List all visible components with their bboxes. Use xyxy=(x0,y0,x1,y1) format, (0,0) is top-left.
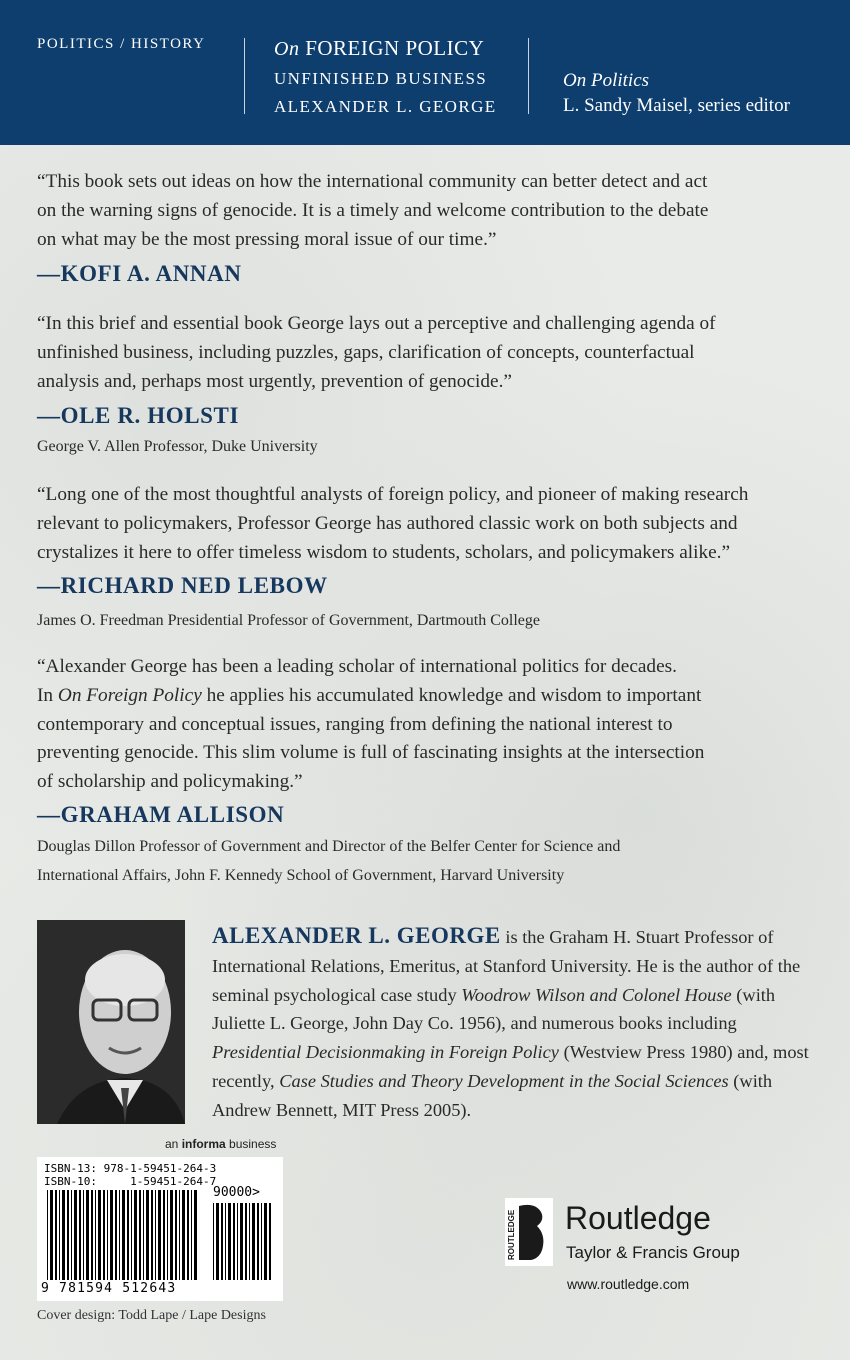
isbn13-label: ISBN-13: 978-1-59451-264-3 xyxy=(44,1162,217,1175)
barcode-bar xyxy=(95,1190,96,1280)
quote-line: preventing genocide. This slim volume is full of fascinating insights at the intersection xyxy=(37,742,705,764)
cover-design-credit: Cover design: Todd Lape / Lape Designs xyxy=(37,1308,266,1323)
barcode-digits: 9 781594 512643 xyxy=(41,1281,177,1296)
blurb-quote xyxy=(37,481,827,567)
barcode-bar xyxy=(233,1203,235,1280)
bio-text: (Westview Press 1980) and, most recently, xyxy=(212,1042,809,1091)
barcode-bar xyxy=(261,1203,262,1280)
bio-text: (with Juliette L. George, John Day Co. 1956), and numerous books including xyxy=(212,984,776,1034)
routledge-logo-icon xyxy=(505,1198,553,1266)
header-divider xyxy=(244,38,245,114)
barcode-bar xyxy=(249,1203,250,1280)
bio-text: (with Andrew Bennett, MIT Press 2005). xyxy=(212,1070,773,1120)
barcode-bar xyxy=(240,1203,243,1280)
barcode-bar xyxy=(134,1190,137,1280)
series-name: On Politics xyxy=(563,70,650,91)
barcode-bar xyxy=(110,1190,113,1280)
barcode-bar xyxy=(119,1190,120,1280)
quote-line: on the warning signs of genocide. It is a timely and welcome contribution to the debate xyxy=(37,199,709,221)
barcode-bar xyxy=(47,1190,48,1280)
title-main: FOREIGN POLICY xyxy=(305,36,485,60)
barcode-bar xyxy=(252,1203,255,1280)
quote-line: “This book sets out ideas on how the international community can better detect and act xyxy=(37,171,708,192)
barcode-bar xyxy=(194,1190,197,1280)
routledge-logo-text: ROUTLEDGE xyxy=(507,1209,516,1260)
quote-line: contemporary and conceptual issues, ranging from defining the national interest to xyxy=(37,713,673,735)
series-editor: L. Sandy Maisel, series editor xyxy=(563,95,790,116)
barcode-bar xyxy=(59,1190,60,1280)
quote-line: crystalizes it here to offer timeless wisdom to students, scholars, and policymakers alike.” xyxy=(37,541,731,563)
informa-text: an xyxy=(165,1137,182,1151)
barcode-bar xyxy=(86,1190,89,1280)
author-photo xyxy=(37,920,185,1124)
blurb-quote xyxy=(37,310,827,396)
barcode-bar xyxy=(55,1190,57,1280)
barcode-bar xyxy=(107,1190,108,1280)
quote-line: of scholarship and policymaking.” xyxy=(37,771,303,793)
barcode-bar xyxy=(170,1190,173,1280)
barcode-bar xyxy=(187,1190,189,1280)
barcode-bar xyxy=(175,1190,177,1280)
quote-affiliation: James O. Freedman Presidential Professor of Government, Dartmouth College xyxy=(37,612,540,629)
informa-text: business xyxy=(225,1137,277,1151)
isbn10-label: ISBN-10: 1-59451-264-7 xyxy=(44,1175,217,1188)
barcode-bar xyxy=(221,1203,223,1280)
quote-line xyxy=(37,682,827,711)
quote-line: on what may be the most pressing moral issue of our time.” xyxy=(37,228,497,250)
barcode-bar xyxy=(237,1203,238,1280)
quote-attribution: —OLE R. HOLSTI xyxy=(37,403,240,428)
barcode-addon-bars xyxy=(213,1203,275,1280)
quote-affiliation: George V. Allen Professor, Duke University xyxy=(37,438,318,455)
quote-line: relevant to policymakers, Professor George has authored classic work on both subjects and xyxy=(37,512,738,534)
barcode-bar xyxy=(146,1190,149,1280)
quote-attribution: —GRAHAM ALLISON xyxy=(37,802,285,827)
barcode-bar xyxy=(67,1190,69,1280)
quote-line: analysis and, perhaps most urgently, prevention of genocide.” xyxy=(37,370,512,392)
header-band xyxy=(0,0,850,145)
barcode-bar xyxy=(139,1190,141,1280)
barcode-bar xyxy=(143,1190,144,1280)
bio-book-title: Case Studies and Theory Development in the Social Sciences xyxy=(279,1070,729,1091)
barcode-bar xyxy=(155,1190,156,1280)
blurb-quote xyxy=(37,653,827,797)
barcode-bar xyxy=(131,1190,132,1280)
barcode-bar xyxy=(182,1190,185,1280)
affiliation-line: International Affairs, John F. Kennedy School of Government, Harvard University xyxy=(37,866,565,884)
barcode-bar xyxy=(122,1190,125,1280)
barcode-bar xyxy=(167,1190,168,1280)
book-title xyxy=(274,36,484,61)
barcode-bar xyxy=(191,1190,192,1280)
book-subtitle: UNFINISHED BUSINESS xyxy=(274,69,488,88)
author-bio xyxy=(212,922,822,1125)
bio-book-title: Presidential Decisionmaking in Foreign Policy xyxy=(212,1042,559,1063)
bio-book-title: Woodrow Wilson and Colonel House xyxy=(461,984,732,1005)
barcode-bar xyxy=(98,1190,101,1280)
book-author: ALEXANDER L. GEORGE xyxy=(274,97,497,116)
publisher-name: Routledge xyxy=(565,1200,711,1236)
isbn-barcode xyxy=(37,1157,283,1301)
barcode-bar xyxy=(213,1203,214,1280)
quote-line: “In this brief and essential book George lays out a perceptive and challenging agenda of xyxy=(37,313,716,334)
barcode-bar xyxy=(79,1190,81,1280)
barcode-bar xyxy=(103,1190,105,1280)
barcode-bar xyxy=(225,1203,226,1280)
quote-attribution: —RICHARD NED LEBOW xyxy=(37,573,328,598)
header-divider xyxy=(528,38,529,114)
quote-affiliation xyxy=(37,833,827,891)
barcode-bar xyxy=(74,1190,77,1280)
barcode-bars xyxy=(47,1190,197,1280)
informa-brand: informa xyxy=(181,1137,226,1151)
quote-attribution: —KOFI A. ANNAN xyxy=(37,261,242,286)
blurb-quote xyxy=(37,168,827,254)
quote-text: In xyxy=(37,684,58,706)
author-name: ALEXANDER L. GEORGE xyxy=(212,923,501,948)
barcode-bar xyxy=(179,1190,180,1280)
barcode-bar xyxy=(83,1190,84,1280)
affiliation-line: Douglas Dillon Professor of Government and Director of the Belfer Center for Science and xyxy=(37,838,621,855)
barcode-bar xyxy=(151,1190,153,1280)
category-label: POLITICS / HISTORY xyxy=(37,36,206,52)
barcode-bar xyxy=(264,1203,267,1280)
barcode-bar xyxy=(62,1190,65,1280)
barcode-bar xyxy=(127,1190,129,1280)
barcode-bar xyxy=(158,1190,161,1280)
author-portrait-icon xyxy=(37,920,185,1124)
quote-line: “Long one of the most thoughtful analysts of foreign policy, and pioneer of making research xyxy=(37,484,749,505)
publisher-group: Taylor & Francis Group xyxy=(566,1243,740,1262)
barcode-bar xyxy=(269,1203,271,1280)
barcode-bar xyxy=(71,1190,72,1280)
quote-line: “Alexander George has been a leading scholar of international politics for decades. xyxy=(37,656,677,677)
barcode-bar xyxy=(257,1203,259,1280)
book-title-italic: On Foreign Policy xyxy=(57,684,202,706)
barcode-bar xyxy=(50,1190,53,1280)
quote-text: he applies his accumulated knowledge and wisdom to important xyxy=(201,684,702,706)
price-code: 90000> xyxy=(213,1185,260,1200)
quote-line: unfinished business, including puzzles, gaps, clarification of concepts, counterfactual xyxy=(37,341,695,363)
barcode-bar xyxy=(228,1203,231,1280)
title-prefix: On xyxy=(274,38,300,60)
barcode-bar xyxy=(245,1203,247,1280)
barcode-bar xyxy=(91,1190,93,1280)
barcode-bar xyxy=(115,1190,117,1280)
informa-business-label xyxy=(165,1137,276,1151)
bio-text: is the Graham H. Stuart Professor of International Relations, Emeritus, at Stanford University. He is the author of the seminal psychological case study xyxy=(212,927,801,1005)
publisher-url[interactable]: www.routledge.com xyxy=(567,1276,690,1292)
barcode-bar xyxy=(163,1190,165,1280)
barcode-bar xyxy=(216,1203,219,1280)
